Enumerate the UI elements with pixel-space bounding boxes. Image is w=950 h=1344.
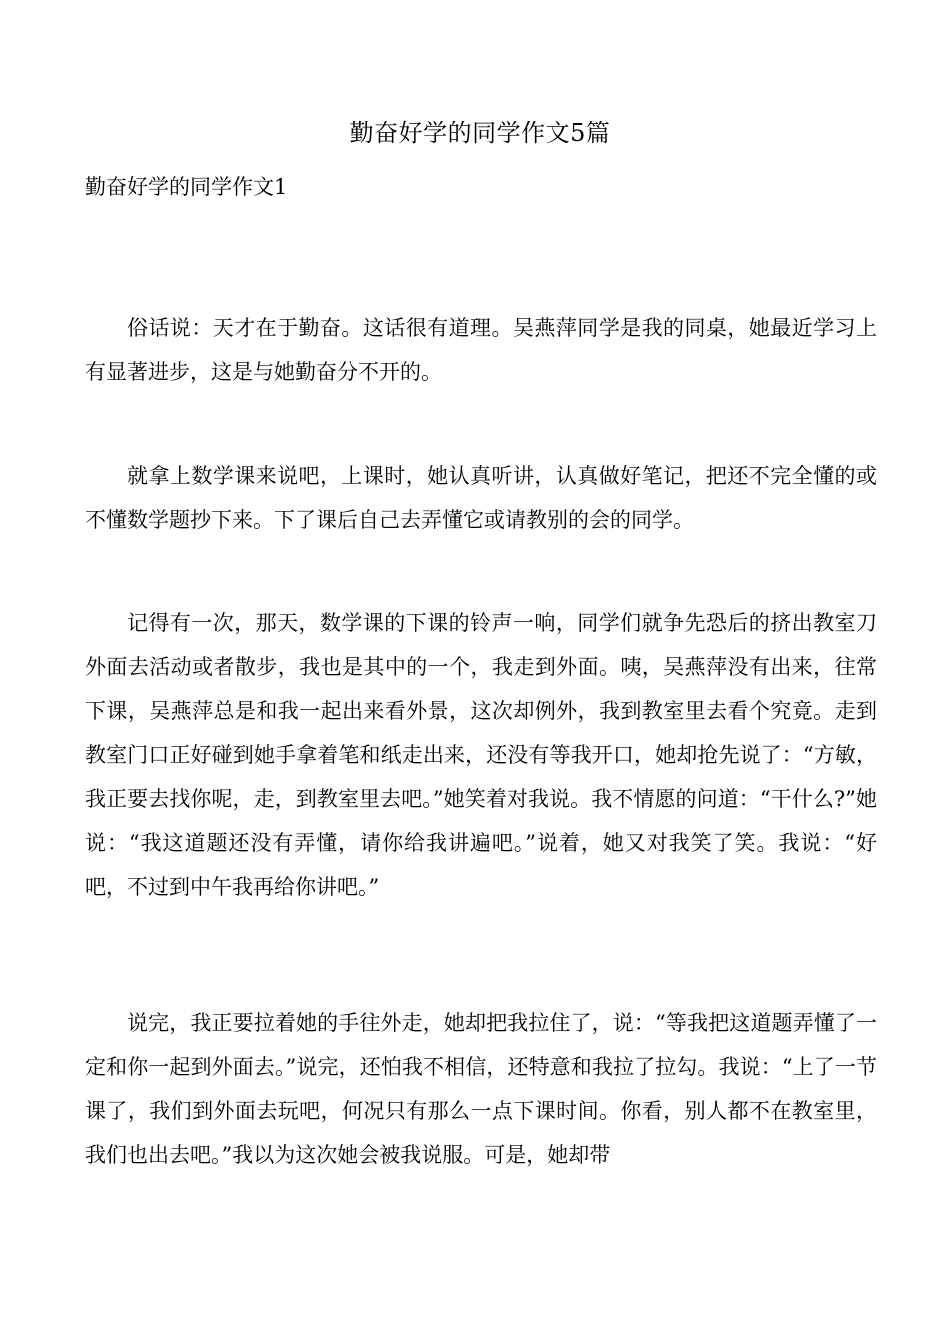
paragraph-2: 就拿上数学课来说吧，上课时，她认真听讲，认真做好笔记，把还不完全懂的或不懂数学题抄下来。下了课后自己去弄懂它或请教别的会的同学。: [85, 464, 877, 532]
paragraph-1: 俗话说：天才在于勤奋。这话很有道理。吴燕萍同学是我的同桌，她最近学习上有显著进步，这是与她勤奋分不开的。: [85, 316, 877, 384]
document-title: 勤奋好学的同学作文5篇: [349, 119, 611, 147]
paragraph-4: 说完，我正要拉着她的手往外走，她却把我拉住了，说：“等我把这道题弄懂了一定和你一起到外面去。”说完，还怕我不相信，还特意和我拉了拉勾。我说：“上了一节课了，我们到外面去玩吧，何况只有那么一点下课时间。你看，别人都不在教室里，我们也出去吧。”我以为这次她会被我说服。可是，她却带: [85, 1011, 877, 1167]
paragraph-3: 记得有一次，那天，数学课的下课的铃声一响，同学们就争先恐后的挤出教室刀外面去活动或者散步，我也是其中的一个，我走到外面。咦，吴燕萍没有出来，往常下课，吴燕萍总是和我一起出来看外景，这次却例外，我到教室里去看个究竟。走到教室门口正好碰到她手拿着笔和纸走出来，还没有等我开口，她却抢先说了：“方敏，我正要去找你呢，走，到教室里去吧。”她笑着对我说。我不情愿的问道：“干什么?”她说：“我这道题还没有弄懂，请你给我讲遍吧。”说着，她又对我笑了笑。我说：“好吧，不过到中午我再给你讲吧。”: [85, 611, 877, 899]
section-title: 勤奋好学的同学作文1: [85, 175, 288, 199]
